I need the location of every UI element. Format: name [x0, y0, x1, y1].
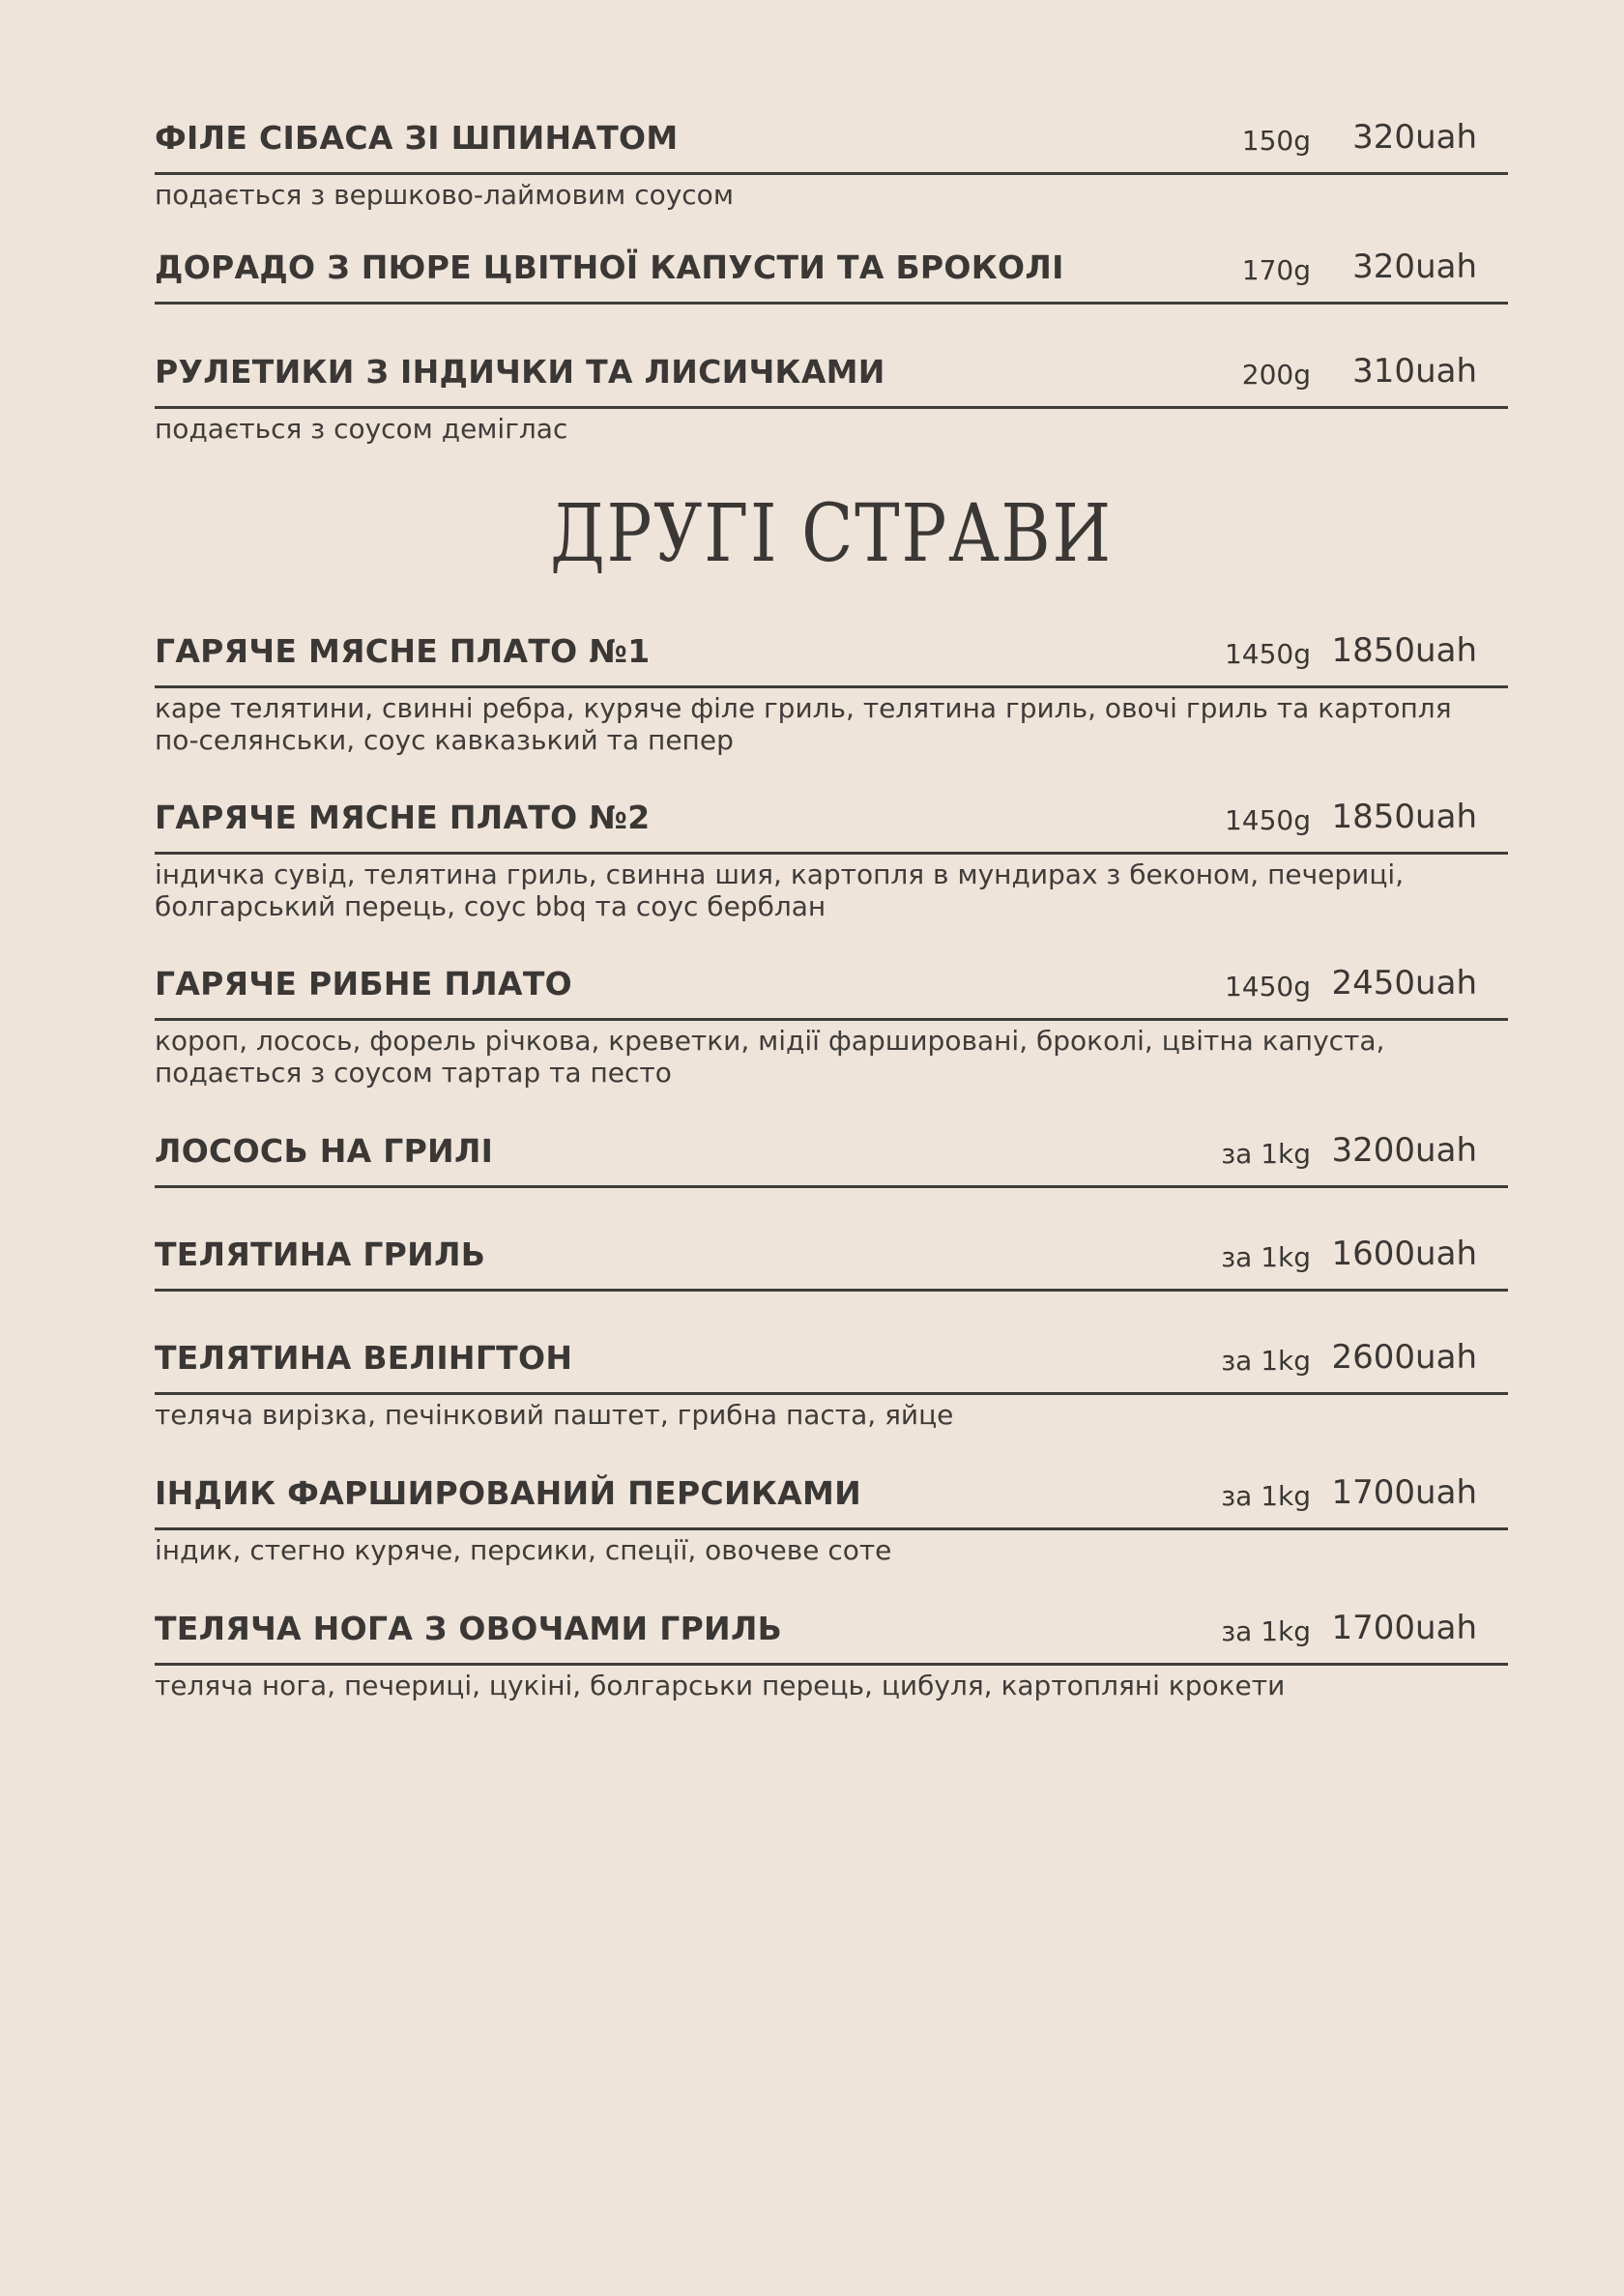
dish-price: 1600uah: [1331, 1235, 1477, 1273]
menu-item-row: [155, 964, 1508, 1021]
menu-item: [155, 118, 1508, 211]
dish-price: 320uah: [1352, 247, 1477, 286]
dish-description: [155, 692, 1508, 756]
menu-item: [155, 1131, 1508, 1188]
menu-item: [155, 1338, 1508, 1431]
menu-item-row: [155, 631, 1508, 688]
dish-weight: 1450g: [1224, 804, 1311, 836]
dish-price: 1700uah: [1331, 1609, 1477, 1647]
menu-item-row: [155, 1235, 1508, 1292]
dish-price: 1850uah: [1331, 631, 1477, 670]
dish-price: 320uah: [1352, 118, 1477, 157]
dish-weight: за 1kg: [1221, 1615, 1311, 1647]
dish-description-line: короп, лосось, форель річкова, креветки, мідії фаршировані, броколі, цвітна капуста,: [155, 1025, 1385, 1057]
menu-item-row: [155, 1131, 1508, 1188]
dish-name: РУЛЕТИКИ З ІНДИЧКИ ТА ЛИСИЧКАМИ: [155, 353, 885, 391]
menu-item: [155, 352, 1508, 445]
menu-item: [155, 1235, 1508, 1292]
dish-price: 3200uah: [1331, 1131, 1477, 1170]
dish-weight: 1450g: [1224, 638, 1311, 670]
dish-price: 1850uah: [1331, 798, 1477, 836]
dish-weight: за 1kg: [1221, 1138, 1311, 1170]
dish-description-line: по-селянськи, соус кавказький та пепер: [155, 724, 734, 756]
dish-weight: за 1kg: [1221, 1480, 1311, 1512]
dish-description: подається з соусом деміглас: [155, 413, 568, 445]
dish-description-line: болгарський перець, соус bbq та соус берблан: [155, 890, 826, 922]
dish-price: 1700uah: [1331, 1473, 1477, 1512]
dish-name: ТЕЛЯТИНА ВЕЛІНГТОН: [155, 1339, 573, 1377]
dish-name: ТЕЛЯЧА НОГА З ОВОЧАМИ ГРИЛЬ: [155, 1610, 783, 1647]
dish-price: 2450uah: [1331, 964, 1477, 1003]
dish-description: теляча нога, печериці, цукіні, болгарськи перець, цибуля, картопляні крокети: [155, 1670, 1286, 1701]
menu-item-row: [155, 798, 1508, 855]
menu-item: [155, 1609, 1508, 1701]
dish-weight: за 1kg: [1221, 1345, 1311, 1377]
dish-price: 2600uah: [1331, 1338, 1477, 1377]
menu-item: [155, 798, 1508, 922]
dish-description: подається з вершково-лаймовим соусом: [155, 179, 734, 211]
dish-weight: 150g: [1241, 125, 1311, 157]
menu-item-row: [155, 1338, 1508, 1395]
menu-item-row: [155, 352, 1508, 409]
menu-item-row: [155, 1609, 1508, 1666]
dish-name: ТЕЛЯТИНА ГРИЛЬ: [155, 1235, 486, 1273]
dish-description: [155, 858, 1508, 922]
dish-description-line: каре телятини, свинні ребра, куряче філе гриль, телятина гриль, овочі гриль та картопля: [155, 692, 1452, 724]
menu-item: [155, 964, 1508, 1089]
menu-item: [155, 247, 1508, 305]
dish-description-line: подається з соусом тартар та песто: [155, 1057, 672, 1089]
dish-description: індик, стегно куряче, персики, спеції, овочеве соте: [155, 1534, 892, 1566]
menu-item-row: [155, 118, 1508, 175]
dish-weight: 1450g: [1224, 971, 1311, 1003]
dish-name: ФІЛЕ СІБАСА ЗІ ШПИНАТОМ: [155, 119, 679, 157]
dish-description: теляча вирізка, печінковий паштет, грибна паста, яйце: [155, 1399, 954, 1431]
menu-item: [155, 631, 1508, 756]
dish-weight: 170g: [1241, 254, 1311, 286]
dish-name: ГАРЯЧЕ РИБНЕ ПЛАТО: [155, 965, 572, 1003]
dish-description: [155, 1025, 1508, 1089]
menu-item-row: [155, 247, 1508, 305]
menu-item-row: [155, 1473, 1508, 1530]
dish-description-line: індичка сувід, телятина гриль, свинна шия, картопля в мундирах з беконом, печериці,: [155, 858, 1405, 890]
dish-weight: 200g: [1241, 359, 1311, 391]
menu-item: [155, 1473, 1508, 1566]
dish-weight: за 1kg: [1221, 1241, 1311, 1273]
section-title: ДРУГІ СТРАВИ: [550, 488, 1113, 580]
dish-name: ГАРЯЧЕ МЯСНЕ ПЛАТО №1: [155, 632, 651, 670]
dish-name: ЛОСОСЬ НА ГРИЛІ: [155, 1132, 494, 1170]
dish-price: 310uah: [1352, 352, 1477, 391]
dish-name: ДОРАДО З ПЮРЕ ЦВІТНОЇ КАПУСТИ ТА БРОКОЛІ: [155, 248, 1064, 286]
dish-name: ІНДИК ФАРШИРОВАНИЙ ПЕРСИКАМИ: [155, 1474, 862, 1512]
dish-name: ГАРЯЧЕ МЯСНЕ ПЛАТО №2: [155, 799, 651, 836]
